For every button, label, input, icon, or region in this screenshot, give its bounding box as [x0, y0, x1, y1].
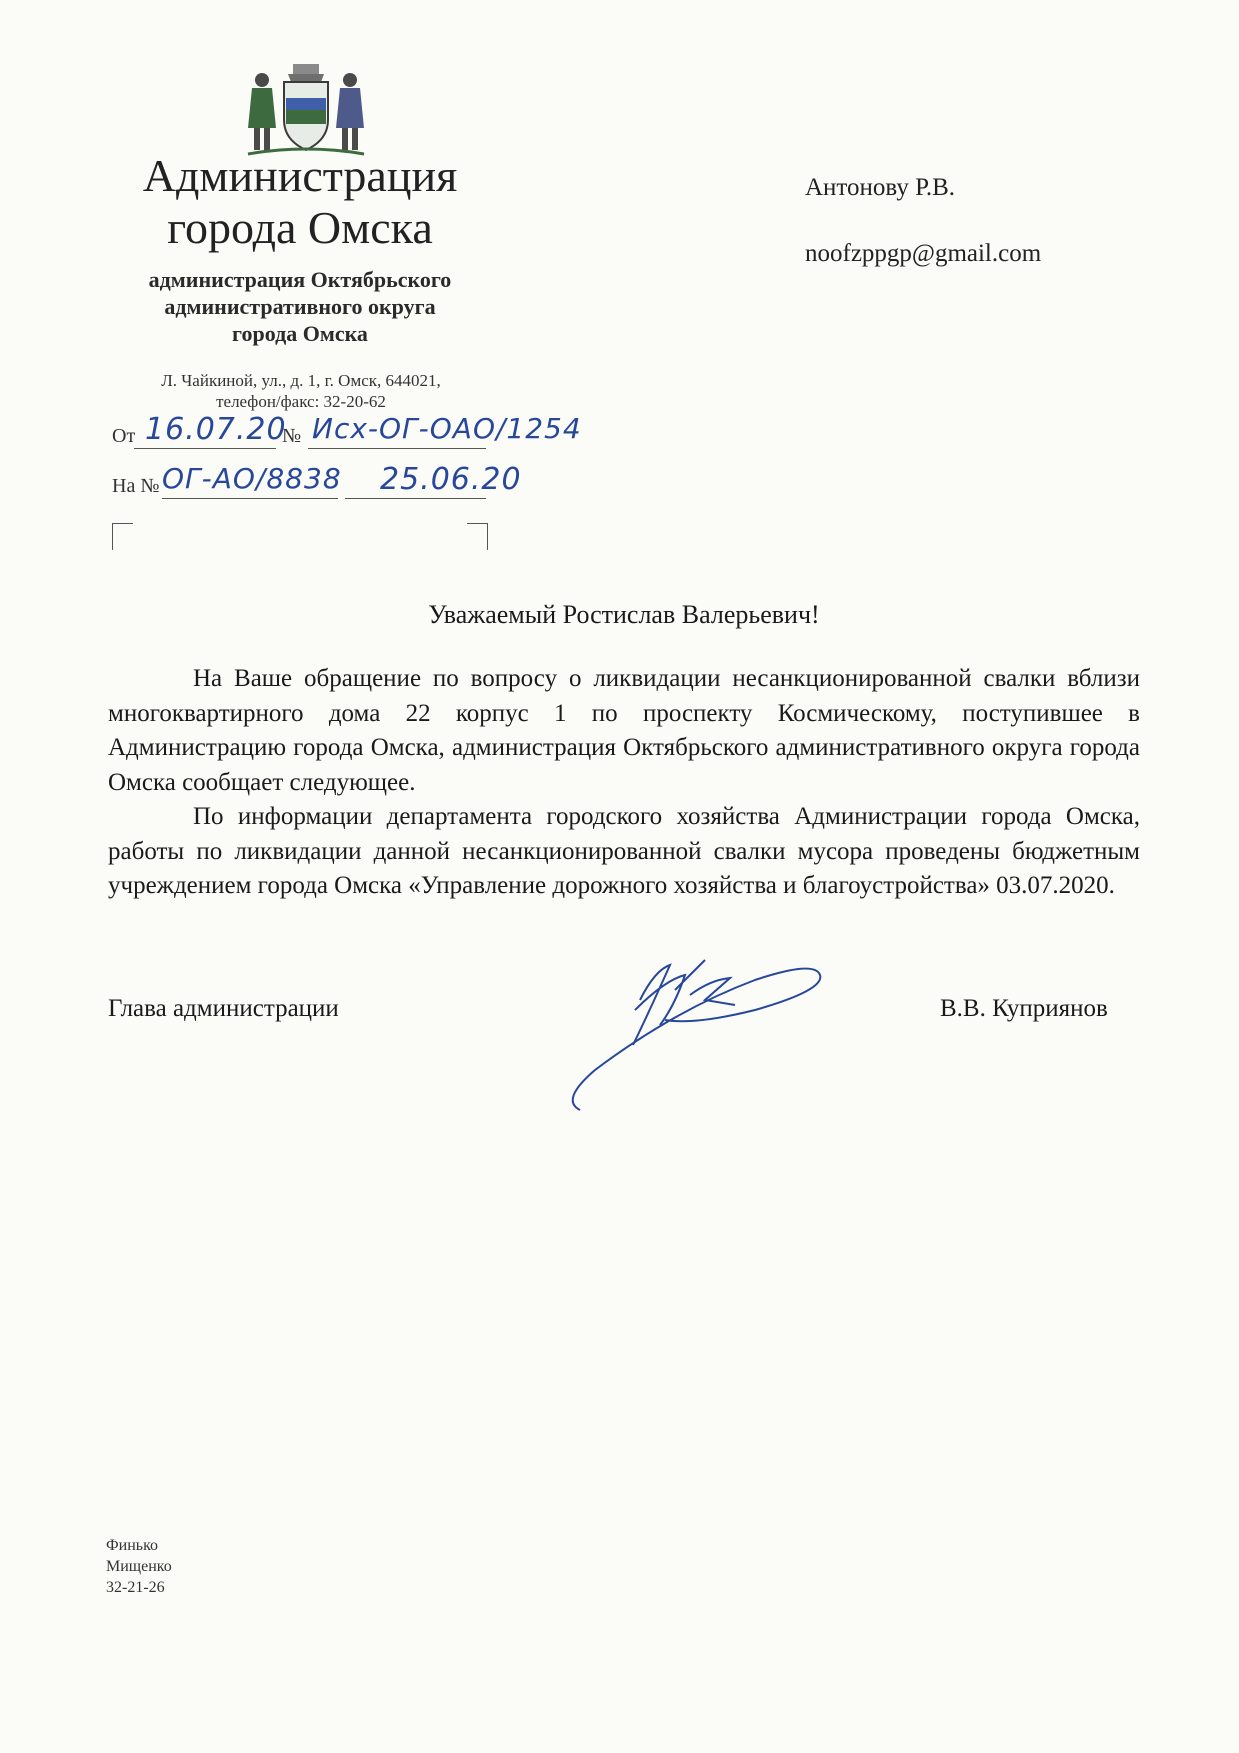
outgoing-number-underline — [308, 448, 486, 449]
from-date-underline — [134, 448, 276, 449]
department-name — [100, 266, 500, 347]
department-address — [96, 370, 506, 412]
reply-date-underline — [345, 498, 486, 499]
outgoing-number-label: № — [282, 425, 302, 447]
handwritten-reply-date: 25.06.20 — [380, 462, 522, 497]
department-name-line2: административного округа — [164, 294, 436, 319]
address-line2: телефон/факс: 32-20-62 — [216, 392, 386, 411]
handwritten-reply-number: ОГ-АО/8838 — [162, 462, 342, 495]
handwritten-signature — [555, 950, 835, 1120]
handwritten-outgoing-number: Исх-ОГ-ОАО/1254 — [312, 412, 582, 445]
body-paragraph-1: На Ваше обращение по вопросу о ликвидации несанкционированной свалки вблизи многоквартирного дома 22 корпус 1 по проспекту Космическому, поступившее в Администрацию города Омска, администрация Октябрьского административного округа города Омска сообщает следующее. — [108, 665, 1140, 796]
reply-number-underline — [162, 498, 338, 499]
salutation: Уважаемый Ростислав Валерьевич! — [428, 600, 820, 629]
reply-number-label: На № — [112, 475, 160, 497]
organization-title — [100, 150, 500, 254]
signatory-position: Глава администрации — [108, 995, 339, 1022]
signatory-name: В.В. Куприянов — [940, 995, 1108, 1022]
handwritten-from-date: 16.07.20 — [145, 412, 287, 447]
executor-name-2: Мищенко — [106, 1558, 172, 1575]
address-line1: Л. Чайкиной, ул., д. 1, г. Омск, 644021, — [161, 371, 441, 390]
executors-block — [106, 1535, 172, 1598]
omsk-coat-of-arms-emblem — [240, 62, 372, 162]
department-name-line3: города Омска — [232, 321, 368, 346]
executor-phone: 32-21-26 — [106, 1579, 165, 1596]
address-field-corner-left — [112, 523, 133, 550]
organization-title-line1: Администрация — [142, 150, 458, 201]
department-name-line1: администрация Октябрьского — [148, 267, 452, 292]
from-date-label: От — [112, 425, 136, 447]
address-field-corner-right — [467, 523, 488, 550]
executor-name-1: Финько — [106, 1537, 159, 1554]
body-paragraph-2: По информации департамента городского хозяйства Администрации города Омска, работы по ликвидации данной несанкционированной свалки мусора проведены бюджетным учреждением города Омска «Управление дорожного хозяйства и благоустройства» 03.07.2020. — [108, 803, 1140, 899]
organization-title-line2: города Омска — [167, 202, 433, 253]
recipient-name: Антонову Р.В. — [805, 174, 956, 201]
recipient-email: noofzppgp@gmail.com — [805, 240, 1042, 267]
